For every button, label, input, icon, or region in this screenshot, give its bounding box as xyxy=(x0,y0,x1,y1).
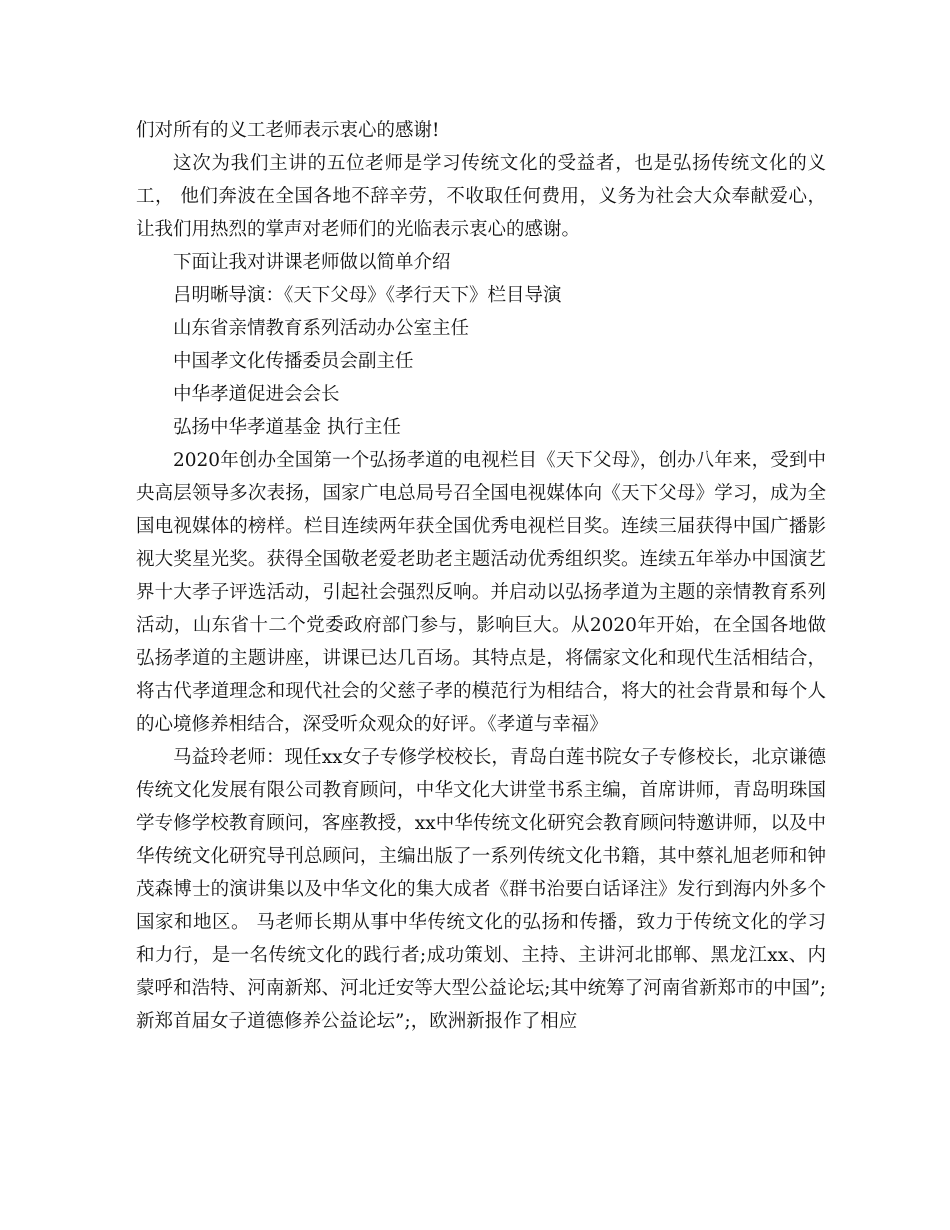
paragraph-3: 下面让我对讲课老师做以简单介绍 xyxy=(173,252,451,273)
document-body xyxy=(136,114,826,1038)
paragraph-8: 弘扬中华孝道基金 执行主任 xyxy=(173,417,401,438)
paragraph-6: 中国孝文化传播委员会副主任 xyxy=(173,351,414,372)
paragraph-9: 2020年创办全国第一个弘扬孝道的电视栏目《天下父母》，创办八年来，受到中央高层领导多次表扬，国家广电总局号召全国电视媒体向《天下父母》学习，成为全国电视媒体的榜样。栏目连续两年获全国优秀电视栏目奖。连续三届获得中国广播影视大奖星光奖。获得全国敬老爱老助老主题活动优秀组织奖。连续五年举办中国演艺界十大孝子评选活动，引起社会强烈反响。并启动以弘扬孝道为主题的亲情教育系列活动，山东省十二个党委政府部门参与，影响巨大。从2020年开始，在全国各地做弘扬孝道的主题讲座，讲课已达几百场。其特点是，将儒家文化和现代生活相结合，将古代孝道理念和现代社会的父慈子孝的模范行为相结合，将大的社会背景和每个人的心境修养相结合，深受听众观众的好评。《孝道与幸福》 xyxy=(136,450,826,735)
paragraph-1: 们对所有的义工老师表示衷心的感谢! xyxy=(136,120,440,141)
paragraph-4: 吕明晰导演：《天下父母》《孝行天下》栏目导演 xyxy=(173,285,562,306)
paragraph-2: 这次为我们主讲的五位老师是学习传统文化的受益者，也是弘扬传统文化的义工， 他们奔波在全国各地不辞辛劳，不收取任何费用，义务为社会大众奉献爱心，让我们用热烈的掌声对老师们的光临表示衷心的感谢。 xyxy=(136,153,826,240)
paragraph-7: 中华孝道促进会会长 xyxy=(173,384,340,405)
paragraph-5: 山东省亲情教育系列活动办公室主任 xyxy=(173,318,470,339)
paragraph-10: 马益玲老师：现任xx女子专修学校校长，青岛白莲书院女子专修校长，北京谦德传统文化发展有限公司教育顾问，中华文化大讲堂书系主编，首席讲师，青岛明珠国学专修学校教育顾问，客座教授，xx中华传统文化研究会教育顾问特邀讲师，以及中华传统文化研究导刊总顾问，主编出版了一系列传统文化书籍，其中蔡礼旭老师和钟茂森博士的演讲集以及中华文化的集大成者《群书治要白话译注》发行到海内外多个国家和地区。 马老师长期从事中华传统文化的弘扬和传播，致力于传统文化的学习和力行，是一名传统文化的践行者;成功策划、主持、主讲河北邯郸、黑龙江xx、内蒙呼和浩特、河南新郑、河北迁安等大型公益论坛;其中统筹了河南省新郑市的中国”;新郑首届女子道德修养公益论坛”;，欧洲新报作了相应 xyxy=(136,747,826,1032)
